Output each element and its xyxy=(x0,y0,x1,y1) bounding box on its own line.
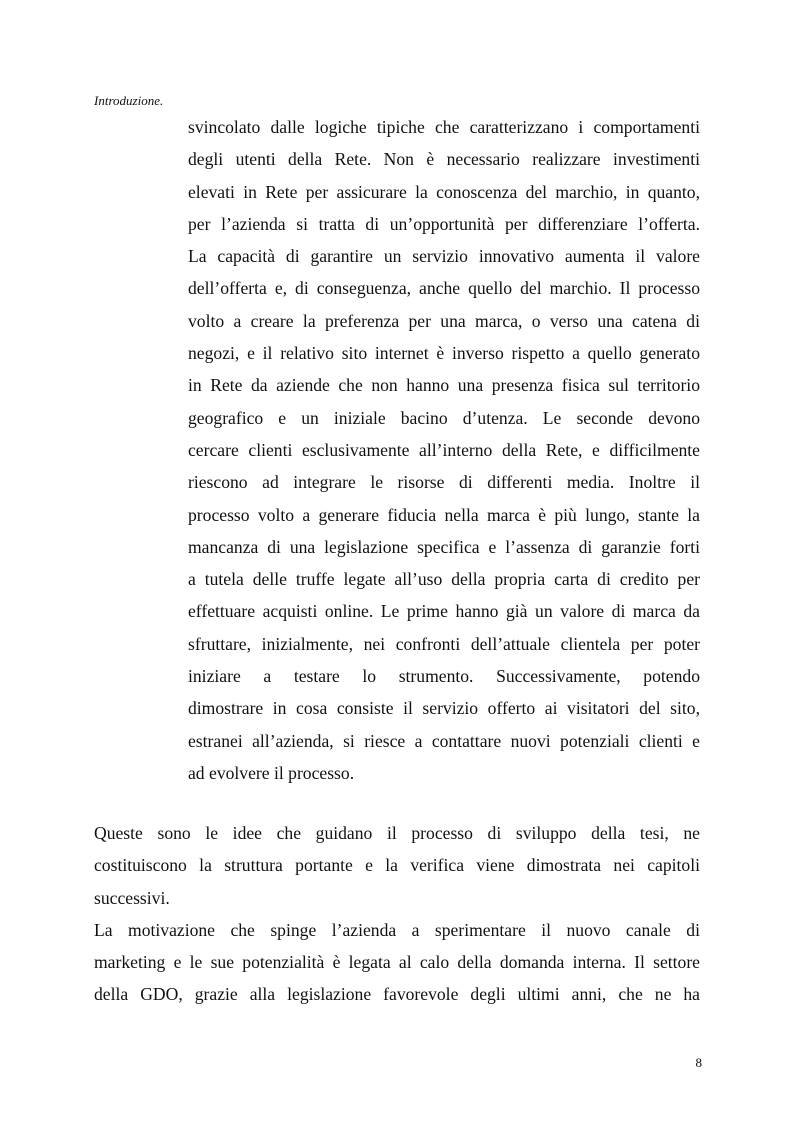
text-line: ad evolvere il processo. xyxy=(188,762,355,783)
text-line: estranei all’azienda, si riesce a contattare nuovi potenziali clienti e xyxy=(188,730,700,751)
text-line: costituiscono la struttura portante e la verifica viene dimostrata nei capitoli xyxy=(94,855,700,876)
text-line: riescono ad integrare le risorse di differenti media. Inoltre il xyxy=(188,472,700,493)
page-number: 8 xyxy=(695,1055,702,1070)
text-line: elevati in Rete per assicurare la conoscenza del marchio, in quanto, xyxy=(188,181,700,202)
paragraph xyxy=(94,914,700,1011)
text-line: marketing e le sue potenzialità è legata al calo della domanda interna. Il settore xyxy=(94,952,700,973)
text-line: sfruttare, inizialmente, nei confronti dell’attuale clientela per poter xyxy=(188,633,700,654)
text-line: a tutela delle truffe legate all’uso della propria carta di credito per xyxy=(188,569,700,590)
text-line: successivi. xyxy=(94,887,170,908)
paragraph xyxy=(94,817,700,914)
running-header: Introduzione. xyxy=(94,93,164,108)
text-line: La capacità di garantire un servizio innovativo aumenta il valore xyxy=(188,246,700,267)
text-line: degli utenti della Rete. Non è necessario realizzare investimenti xyxy=(188,149,700,170)
text-line: dell’offerta e, di conseguenza, anche quello del marchio. Il processo xyxy=(188,278,700,299)
text-line: Queste sono le idee che guidano il processo di sviluppo della tesi, ne xyxy=(94,823,700,843)
text-line: iniziare a testare lo strumento. Successivamente, potendo xyxy=(188,666,700,687)
indented-quote-block xyxy=(188,111,700,789)
text-line: processo volto a generare fiducia nella marca è più lungo, stante la xyxy=(188,504,700,525)
body-text xyxy=(94,817,700,1011)
text-line: geografico e un iniziale bacino d’utenza. Le seconde devono xyxy=(188,407,700,428)
text-line: volto a creare la preferenza per una marca, o verso una catena di xyxy=(188,310,700,331)
text-line: mancanza di una legislazione specifica e l’assenza di garanzie forti xyxy=(188,536,700,557)
text-line: per l’azienda si tratta di un’opportunità per differenziare l’offerta. xyxy=(188,213,700,234)
text-line: effettuare acquisti online. Le prime hanno già un valore di marca da xyxy=(188,601,700,622)
text-line: La motivazione che spinge l’azienda a sperimentare il nuovo canale di xyxy=(94,919,700,940)
text-line: cercare clienti esclusivamente all’interno della Rete, e difficilmente xyxy=(188,439,700,460)
text-line: della GDO, grazie alla legislazione favorevole degli ultimi anni, che ne ha xyxy=(94,984,700,1005)
text-line: svincolato dalle logiche tipiche che caratterizzano i comportamenti xyxy=(188,117,700,137)
text-line: in Rete da aziende che non hanno una presenza fisica sul territorio xyxy=(188,375,700,396)
text-line: dimostrare in cosa consiste il servizio offerto ai visitatori del sito, xyxy=(188,698,700,719)
text-line: negozi, e il relativo sito internet è inverso rispetto a quello generato xyxy=(188,343,700,364)
